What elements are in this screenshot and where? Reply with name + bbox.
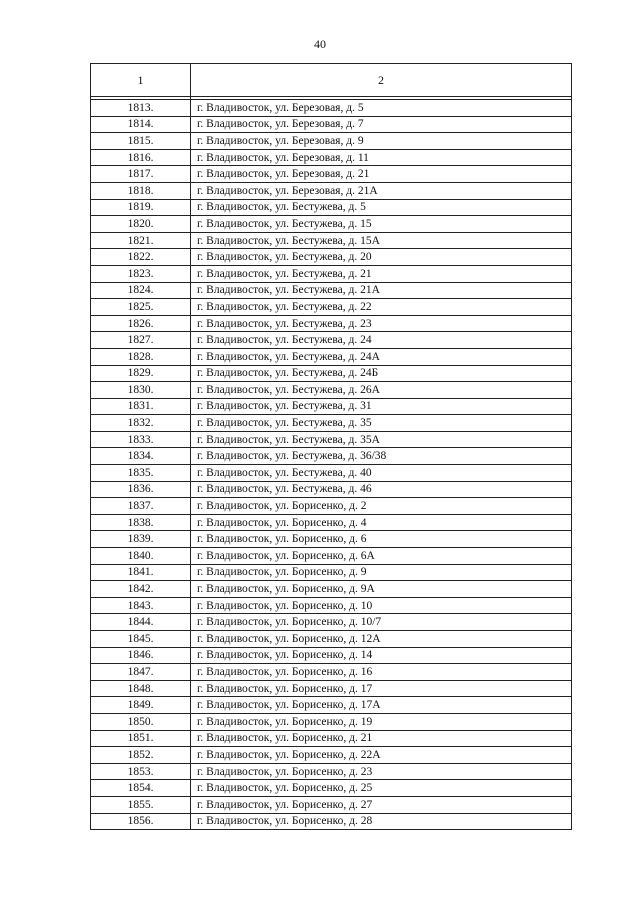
row-number: 1822. (91, 249, 191, 266)
table-row (91, 713, 572, 730)
row-address: г. Владивосток, ул. Бестужева, д. 36/38 (191, 448, 572, 465)
row-address: г. Владивосток, ул. Бестужева, д. 24 (191, 332, 572, 349)
row-number: 1828. (91, 348, 191, 365)
row-address: г. Владивосток, ул. Бестужева, д. 5 (191, 199, 572, 216)
table-row (91, 680, 572, 697)
row-address: г. Владивосток, ул. Бестужева, д. 24Б (191, 365, 572, 382)
row-number: 1849. (91, 697, 191, 714)
row-number: 1813. (91, 100, 191, 117)
table-row (91, 232, 572, 249)
row-number: 1840. (91, 548, 191, 565)
row-address: г. Владивосток, ул. Бестужева, д. 46 (191, 481, 572, 498)
row-number: 1841. (91, 564, 191, 581)
row-number: 1818. (91, 182, 191, 199)
row-address: г. Владивосток, ул. Березовая, д. 11 (191, 149, 572, 166)
table-row (91, 216, 572, 233)
row-address: г. Владивосток, ул. Борисенко, д. 9А (191, 581, 572, 598)
table-header-row (91, 64, 572, 97)
row-number: 1833. (91, 431, 191, 448)
row-address: г. Владивосток, ул. Бестужева, д. 35А (191, 431, 572, 448)
row-number: 1850. (91, 713, 191, 730)
address-table (90, 63, 572, 830)
row-number: 1852. (91, 747, 191, 764)
row-number: 1847. (91, 664, 191, 681)
page-number: 40 (314, 37, 326, 51)
row-number: 1825. (91, 299, 191, 316)
table-row (91, 415, 572, 432)
row-number: 1843. (91, 597, 191, 614)
row-number: 1814. (91, 116, 191, 133)
table-row (91, 348, 572, 365)
row-number: 1815. (91, 133, 191, 150)
row-address: г. Владивосток, ул. Борисенко, д. 12А (191, 631, 572, 648)
row-number: 1824. (91, 282, 191, 299)
table-row (91, 332, 572, 349)
table-row (91, 249, 572, 266)
row-address: г. Владивосток, ул. Бестужева, д. 21 (191, 265, 572, 282)
table-row (91, 564, 572, 581)
row-address: г. Владивосток, ул. Борисенко, д. 23 (191, 763, 572, 780)
row-address: г. Владивосток, ул. Борисенко, д. 10/7 (191, 614, 572, 631)
row-number: 1842. (91, 581, 191, 598)
row-address: г. Владивосток, ул. Бестужева, д. 15 (191, 216, 572, 233)
table-row (91, 531, 572, 548)
row-address: г. Владивосток, ул. Борисенко, д. 19 (191, 713, 572, 730)
table-row (91, 664, 572, 681)
row-number: 1826. (91, 315, 191, 332)
row-number: 1853. (91, 763, 191, 780)
table-row (91, 747, 572, 764)
table-row (91, 182, 572, 199)
row-number: 1845. (91, 631, 191, 648)
table-row (91, 481, 572, 498)
row-address: г. Владивосток, ул. Бестужева, д. 20 (191, 249, 572, 266)
row-address: г. Владивосток, ул. Борисенко, д. 4 (191, 514, 572, 531)
table-row (91, 299, 572, 316)
table-row (91, 763, 572, 780)
table-row (91, 282, 572, 299)
row-address: г. Владивосток, ул. Березовая, д. 21А (191, 182, 572, 199)
table-row (91, 166, 572, 183)
table-row (91, 514, 572, 531)
table-row (91, 796, 572, 813)
table-row (91, 581, 572, 598)
table-row (91, 431, 572, 448)
table-row (91, 730, 572, 747)
row-number: 1823. (91, 265, 191, 282)
table-row (91, 813, 572, 830)
row-number: 1829. (91, 365, 191, 382)
row-number: 1827. (91, 332, 191, 349)
table-row (91, 498, 572, 515)
row-number: 1837. (91, 498, 191, 515)
row-number: 1832. (91, 415, 191, 432)
table-row (91, 780, 572, 797)
row-address: г. Владивосток, ул. Борисенко, д. 6 (191, 531, 572, 548)
row-number: 1844. (91, 614, 191, 631)
row-address: г. Владивосток, ул. Борисенко, д. 2 (191, 498, 572, 515)
table-row (91, 614, 572, 631)
row-address: г. Владивосток, ул. Бестужева, д. 15А (191, 232, 572, 249)
column-header-address: 2 (191, 64, 572, 97)
table-row (91, 149, 572, 166)
row-address: г. Владивосток, ул. Борисенко, д. 17 (191, 680, 572, 697)
table-row (91, 365, 572, 382)
row-number: 1848. (91, 680, 191, 697)
table-row (91, 133, 572, 150)
table-row (91, 265, 572, 282)
row-number: 1821. (91, 232, 191, 249)
row-number: 1855. (91, 796, 191, 813)
row-address: г. Владивосток, ул. Бестужева, д. 22 (191, 299, 572, 316)
row-number: 1835. (91, 465, 191, 482)
table-row (91, 100, 572, 117)
row-number: 1854. (91, 780, 191, 797)
row-address: г. Владивосток, ул. Бестужева, д. 24А (191, 348, 572, 365)
row-address: г. Владивосток, ул. Борисенко, д. 10 (191, 597, 572, 614)
row-address: г. Владивосток, ул. Бестужева, д. 40 (191, 465, 572, 482)
row-number: 1851. (91, 730, 191, 747)
table-row (91, 597, 572, 614)
row-number: 1830. (91, 382, 191, 399)
row-number: 1816. (91, 149, 191, 166)
row-address: г. Владивосток, ул. Борисенко, д. 21 (191, 730, 572, 747)
row-address: г. Владивосток, ул. Борисенко, д. 17А (191, 697, 572, 714)
table-row (91, 116, 572, 133)
row-number: 1819. (91, 199, 191, 216)
table-row (91, 448, 572, 465)
row-address: г. Владивосток, ул. Борисенко, д. 14 (191, 647, 572, 664)
row-number: 1834. (91, 448, 191, 465)
row-address: г. Владивосток, ул. Березовая, д. 5 (191, 100, 572, 117)
table-row (91, 199, 572, 216)
column-header-number: 1 (91, 64, 191, 97)
row-address: г. Владивосток, ул. Бестужева, д. 21А (191, 282, 572, 299)
row-address: г. Владивосток, ул. Борисенко, д. 16 (191, 664, 572, 681)
row-address: г. Владивосток, ул. Березовая, д. 7 (191, 116, 572, 133)
row-address: г. Владивосток, ул. Борисенко, д. 27 (191, 796, 572, 813)
table-row (91, 382, 572, 399)
row-address: г. Владивосток, ул. Бестужева, д. 35 (191, 415, 572, 432)
row-address: г. Владивосток, ул. Борисенко, д. 22А (191, 747, 572, 764)
row-number: 1839. (91, 531, 191, 548)
row-address: г. Владивосток, ул. Березовая, д. 21 (191, 166, 572, 183)
table-row (91, 398, 572, 415)
table-row (91, 631, 572, 648)
row-number: 1817. (91, 166, 191, 183)
row-address: г. Владивосток, ул. Бестужева, д. 23 (191, 315, 572, 332)
table-row (91, 647, 572, 664)
row-number: 1836. (91, 481, 191, 498)
row-number: 1820. (91, 216, 191, 233)
row-address: г. Владивосток, ул. Бестужева, д. 26А (191, 382, 572, 399)
row-number: 1831. (91, 398, 191, 415)
table-body (91, 64, 572, 830)
row-number: 1856. (91, 813, 191, 830)
row-address: г. Владивосток, ул. Борисенко, д. 25 (191, 780, 572, 797)
row-address: г. Владивосток, ул. Борисенко, д. 28 (191, 813, 572, 830)
table-row (91, 548, 572, 565)
table-row (91, 465, 572, 482)
row-number: 1846. (91, 647, 191, 664)
row-address: г. Владивосток, ул. Бестужева, д. 31 (191, 398, 572, 415)
row-address: г. Владивосток, ул. Борисенко, д. 6А (191, 548, 572, 565)
row-address: г. Владивосток, ул. Березовая, д. 9 (191, 133, 572, 150)
row-address: г. Владивосток, ул. Борисенко, д. 9 (191, 564, 572, 581)
table-row (91, 315, 572, 332)
table-row (91, 697, 572, 714)
row-number: 1838. (91, 514, 191, 531)
